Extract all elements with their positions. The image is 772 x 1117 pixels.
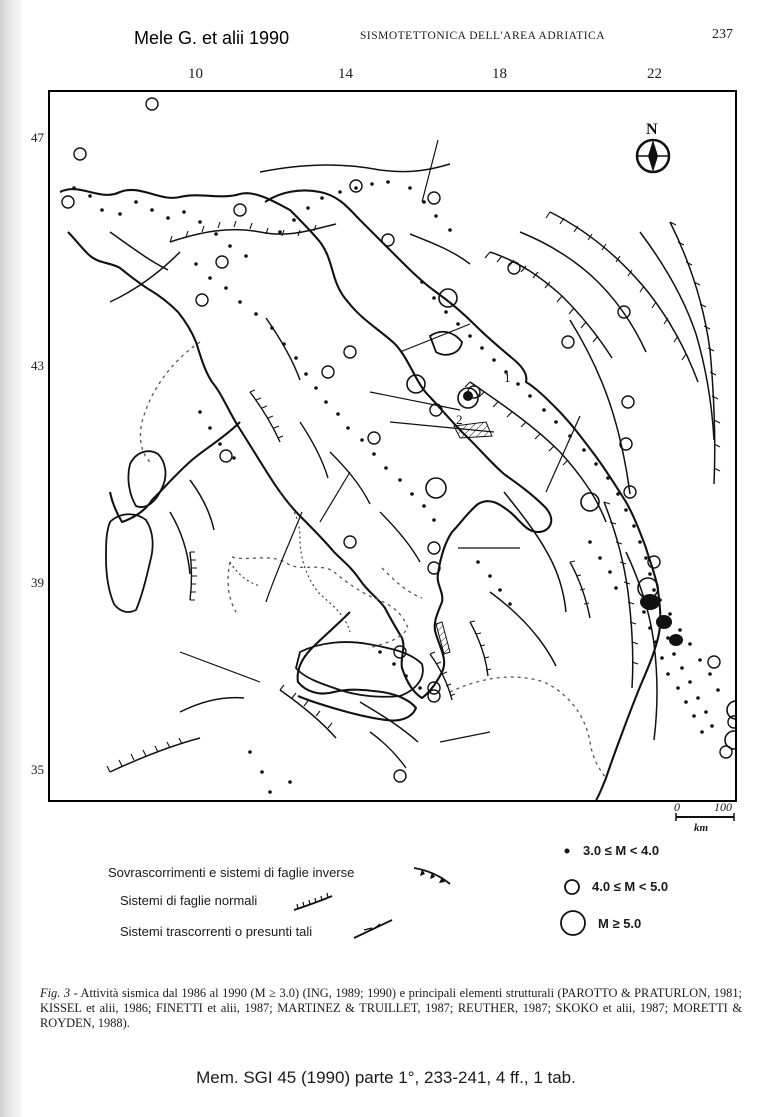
longitude-label: 18 (492, 66, 507, 82)
longitude-label: 10 (188, 66, 203, 82)
north-arrow (637, 121, 669, 172)
seismicity-strong-events (407, 289, 735, 749)
latitude-label: 43 (31, 358, 44, 373)
journal-citation: Mem. SGI 45 (1990) parte 1°, 233-241, 4 ff., 1 tab. (196, 1068, 576, 1087)
figure-caption-text: - Attività sismica dal 1986 al 1990 (M ≥ 3.0) (ING, 1989; 1990) e principali elementi strutturali (PAROTTO & PRATURLON, 1981; KISSEL et alii, 1986; FINETTI et alii, 1987; MARTINEZ & TRUILLET, 1987; REUTHER, 1987; SKOKO et alii, 1987; MORETTI & ROYDEN, 1988). (40, 986, 742, 1030)
normal-fault-ticks (190, 390, 589, 696)
thrust-fault-systems (110, 164, 715, 772)
strike-slip-symbol (350, 914, 396, 942)
latitude-label: 39 (31, 575, 44, 590)
north-label: N (646, 121, 658, 138)
normal-fault-systems (190, 392, 590, 768)
legend-thrust-label: Sovrascorrimenti e sistemi di faglie inverse (108, 865, 355, 880)
small-event-symbol (563, 843, 573, 857)
longitude-label: 14 (338, 66, 353, 82)
inferred-lineaments (230, 492, 350, 632)
fault-label: 2 (456, 412, 463, 427)
bathymetric-contours (140, 342, 606, 778)
thrust-fault-symbol (410, 860, 456, 888)
fault-label: 1 (504, 370, 511, 385)
magnitude-class-small: 3.0 ≤ M < 4.0 (583, 843, 660, 858)
source-annotation: Mele G. et alii 1990 (134, 28, 290, 48)
normal-fault-symbol (290, 892, 336, 914)
page-binding-shadow (0, 0, 22, 1117)
latitude-label: 47 (31, 130, 44, 145)
legend-normal-label: Sistemi di faglie normali (120, 893, 258, 908)
longitude-label: 22 (647, 66, 662, 82)
hatched-zones (436, 422, 492, 654)
magnitude-class-large: M ≥ 5.0 (598, 916, 642, 931)
scale-bar-unit: km (694, 822, 709, 834)
magnitude-class-medium: 4.0 ≤ M < 5.0 (592, 879, 669, 894)
large-event-symbol (558, 907, 590, 939)
islands (106, 332, 462, 697)
medium-event-symbol (562, 877, 582, 897)
latitude-label: 35 (31, 762, 44, 777)
seismicity-dense-cluster (463, 391, 683, 646)
scale-bar-end: 100 (714, 800, 732, 814)
seismotectonic-map (48, 90, 737, 802)
figure-caption (40, 986, 742, 1031)
running-title: SISMOTETTONICA DELL'AREA ADRIATICA (360, 30, 606, 42)
seismicity-moderate-events (62, 98, 735, 782)
scale-bar-start: 0 (674, 800, 680, 814)
figure-caption-label: Fig. 3 (40, 986, 71, 1000)
coastline (60, 189, 660, 800)
legend-strike-slip-label: Sistemi trascorrenti o presunti tali (120, 924, 313, 939)
seismicity-small-events (72, 180, 720, 794)
page-number: 237 (712, 27, 733, 42)
